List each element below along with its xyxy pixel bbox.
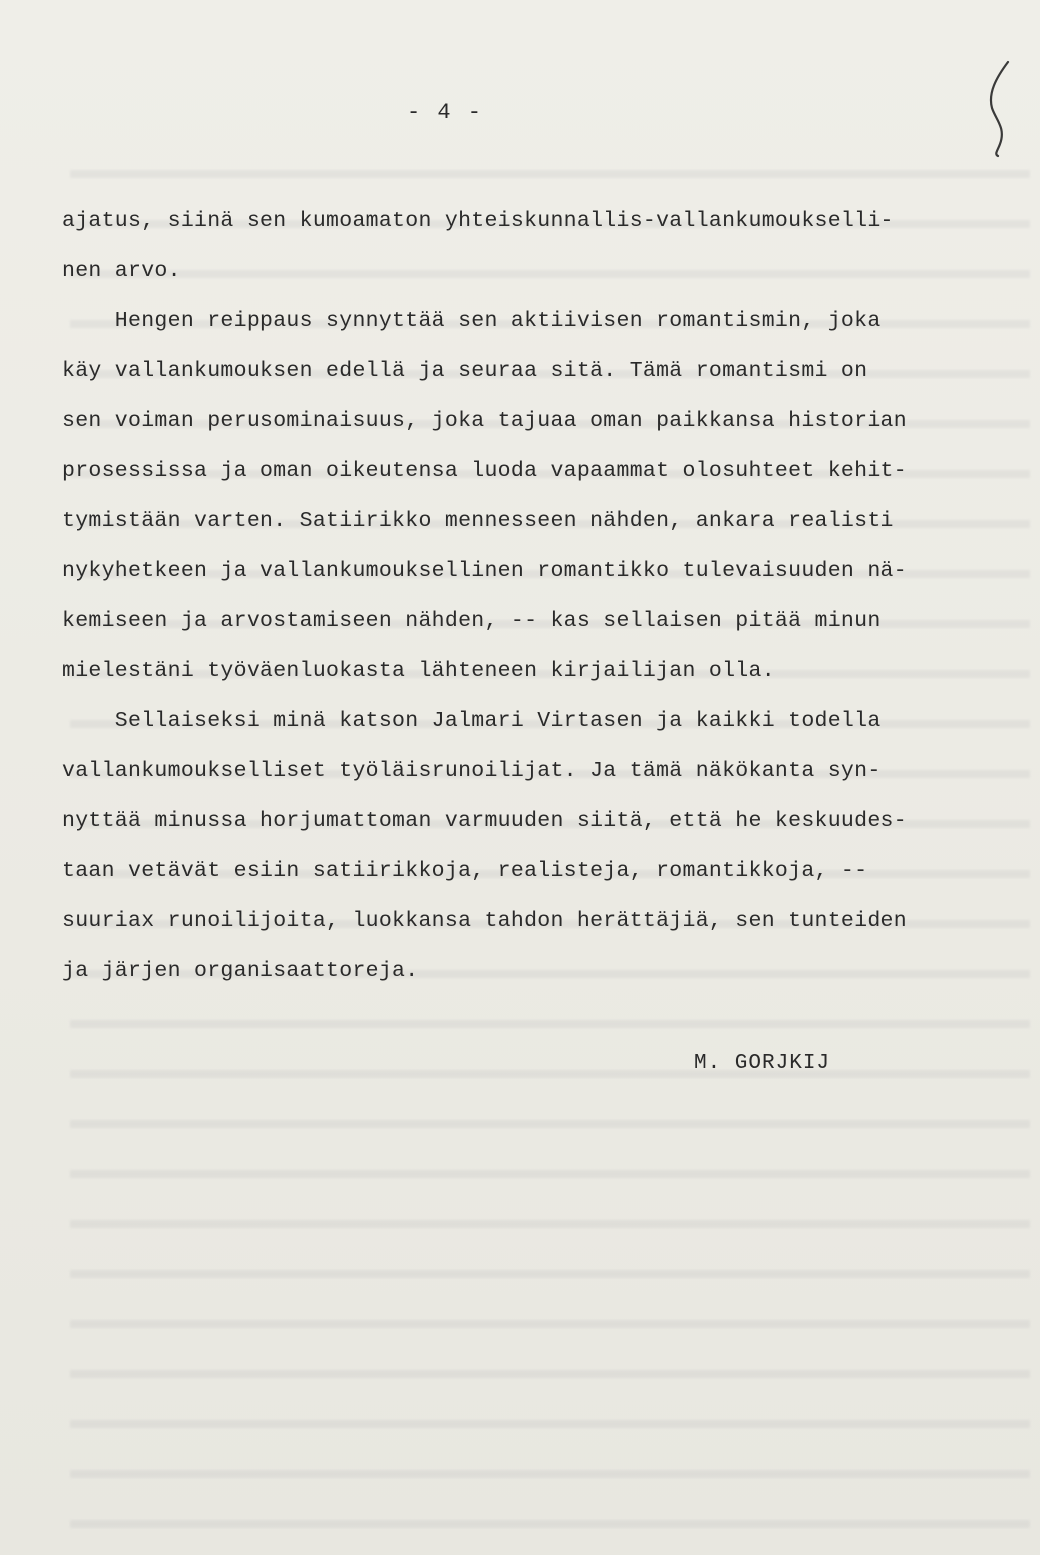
page-number: - 4 -	[406, 100, 483, 125]
text-line: prosessissa ja oman oikeutensa luoda vapaammat olosuhteet kehit-	[62, 459, 907, 483]
text-line: tymistään varten. Satiirikko mennesseen nähden, ankara realisti	[62, 509, 894, 533]
text-line: käy vallankumouksen edellä ja seuraa sitä. Tämä romantismi on	[62, 359, 868, 383]
text-line: taan vetävät esiin satiirikkoja, realisteja, romantikkoja, --	[62, 859, 868, 883]
text-line: mielestäni työväenluokasta lähteneen kirjailijan olla.	[62, 659, 775, 683]
body-text	[62, 196, 1030, 996]
text-line: sen voiman perusominaisuus, joka tajuaa oman paikkansa historian	[62, 409, 907, 433]
signature: M. GORJKIJ	[694, 1052, 831, 1075]
text-line: vallankumoukselliset työläisrunoilijat. Ja tämä näkökanta syn-	[62, 759, 881, 783]
margin-bracket-mark	[978, 58, 1018, 158]
text-line: nyttää minussa horjumattoman varmuuden siitä, että he keskuudes-	[62, 809, 907, 833]
text-line: Hengen reippaus synnyttää sen aktiivisen romantismin, joka	[62, 309, 881, 333]
text-line: kemiseen ja arvostamiseen nähden, -- kas sellaisen pitää minun	[62, 609, 881, 633]
text-line: ja järjen organisaattoreja.	[62, 959, 419, 983]
text-line: Sellaiseksi minä katson Jalmari Virtasen ja kaikki todella	[62, 709, 881, 733]
text-line: suuriax runoilijoita, luokkansa tahdon herättäjiä, sen tunteiden	[62, 909, 907, 933]
text-line: ajatus, siinä sen kumoamaton yhteiskunnallis-vallankumoukselli-	[62, 209, 894, 233]
text-line: nykyhetkeen ja vallankumouksellinen romantikko tulevaisuuden nä-	[62, 559, 907, 583]
text-line: nen arvo.	[62, 259, 181, 283]
